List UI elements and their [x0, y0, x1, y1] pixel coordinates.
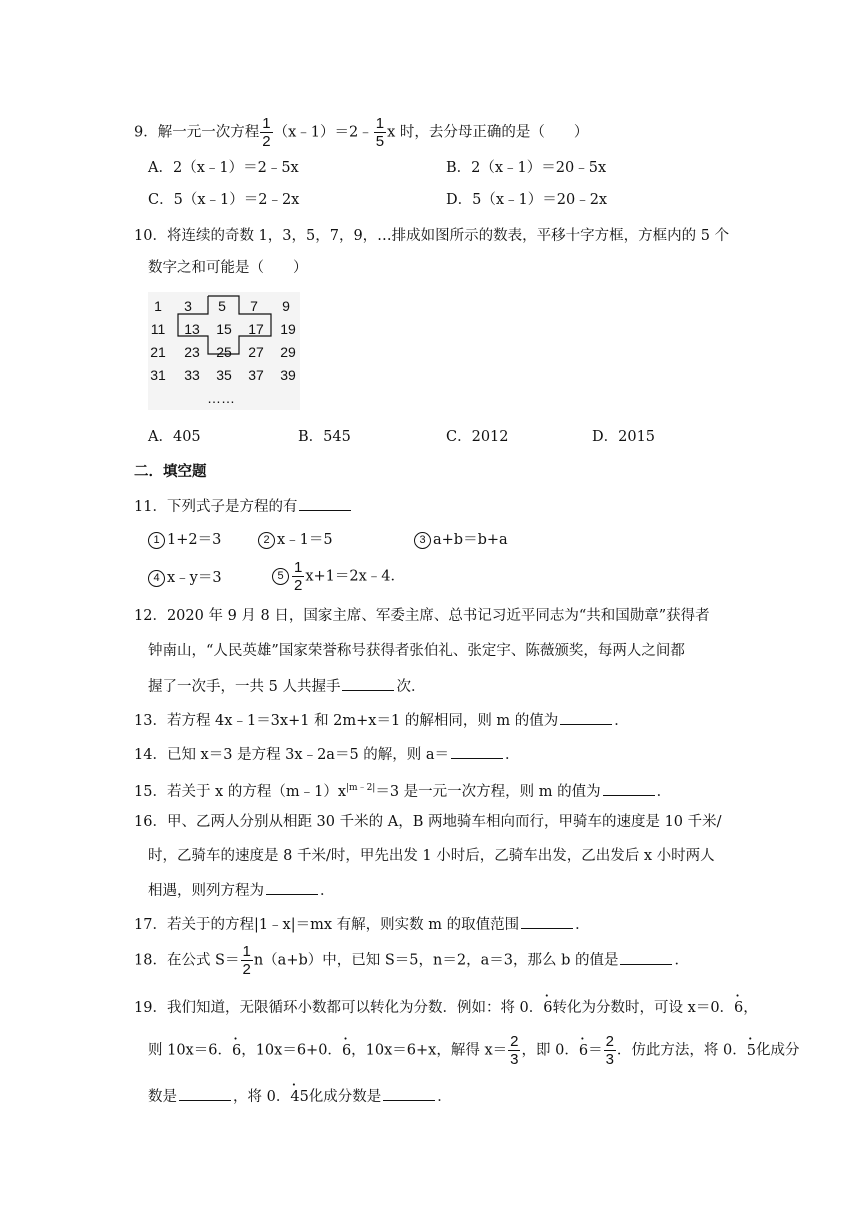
answer-blank[interactable]: [451, 744, 503, 759]
grid-cell: 19: [280, 321, 296, 337]
q15: 15．若关于 x 的方程$(m﹣1)x^{|m﹣2|}=3$ 是一元一次方程，则 m 的值为 ．: [134, 778, 671, 802]
answer-blank[interactable]: [383, 1086, 435, 1101]
grid-cell: 15: [216, 321, 232, 337]
q16-line2: 时，乙骑车的速度是 8 千米/时，甲先出发 1 小时后，乙骑车出发，乙出发后 x 小时两人: [148, 848, 715, 864]
grid-cell: 17: [248, 321, 264, 337]
q9-option-b: B．2（x﹣1）＝20﹣5x: [446, 160, 607, 176]
fraction: $\frac{1}{2}$: [242, 943, 251, 978]
q16-line3: 相遇，则列方程为 ．: [148, 880, 335, 901]
q14: 14．已知 x＝3 是方程 3x﹣2a＝5 的解，则 a＝ ．: [134, 744, 520, 765]
grid-cell: 11: [150, 321, 166, 337]
answer-blank[interactable]: [560, 710, 612, 725]
grid-cell: 37: [248, 367, 264, 383]
q12-line3: 握了一次手，一共 5 人共握手 次．: [148, 676, 425, 697]
q9-stem: 9．解一元一次方程 $\frac{1}{2}$ （x﹣1）＝2﹣ $\frac{1}{5}$ x 时，去分母正确的是（ ）: [134, 115, 589, 150]
grid-cell: 7: [250, 298, 258, 314]
q11-item-2: 2 x﹣1＝5: [258, 530, 333, 550]
answer-blank[interactable]: [342, 676, 394, 691]
grid-cell: 21: [150, 344, 166, 360]
grid-cell: 35: [216, 367, 232, 383]
q11-item-4: 4 x﹣y＝3: [148, 568, 222, 588]
grid-cell: 29: [280, 344, 296, 360]
answer-blank[interactable]: [266, 880, 318, 895]
answer-blank[interactable]: [521, 914, 573, 929]
q10-option-b: B．545: [298, 429, 351, 445]
grid-cell: 25: [216, 344, 232, 360]
grid-cell: 39: [280, 367, 296, 383]
grid-ellipsis: ……: [207, 390, 235, 406]
q12-line2: 钟南山，“人民英雄”国家荣誉称号获得者张伯礼、张定宇、陈薇颁奖，每两人之间都: [148, 643, 685, 659]
grid-cell: 33: [184, 367, 200, 383]
q9-option-c: C．5（x﹣1）＝2﹣2x: [148, 192, 300, 208]
odd-number-grid: [148, 292, 300, 410]
q18: 18．在公式 S＝ $\frac{1}{2}$ n（a+b）中，已知 S＝5，n＝2，a＝3，那么 b 的值是 ．: [134, 943, 689, 978]
fraction: $\frac{1}{5}$: [375, 115, 385, 150]
grid-cell: 9: [282, 298, 290, 314]
q11-item-5: 5 $\frac{1}{2}$ x+1＝2x﹣4．: [272, 560, 405, 593]
grid-cell: 1: [154, 298, 162, 314]
grid-cell: 27: [248, 344, 264, 360]
grid-cell: 3: [184, 298, 192, 314]
q16-line1: 16．甲、乙两人分别从相距 30 千米的 A，B 两地骑车相向而行，甲骑车的速度是 10 千米/: [134, 814, 722, 830]
grid-cell: 31: [150, 367, 166, 383]
fraction: $\frac{2}{3}$: [510, 1033, 519, 1068]
q11-item-1: 1 1+2＝3: [148, 530, 221, 550]
q19-line3: 数是 ，将 0．· 45化成分数是 ．: [148, 1086, 452, 1107]
grid-cell: 5: [218, 298, 226, 314]
answer-blank[interactable]: [603, 781, 655, 796]
fraction: $\frac{1}{2}$: [262, 115, 271, 150]
q10-option-c: C．2012: [446, 429, 509, 445]
answer-blank[interactable]: [179, 1086, 231, 1101]
q17: 17．若关于的方程|1﹣x|＝mx 有解，则实数 m 的取值范围 ．: [134, 914, 590, 935]
fraction: $\frac{2}{3}$: [605, 1033, 614, 1068]
q19-line2: 则 10x＝6．· 6，10x＝6+0．· 6，10x＝6+x，解得 x＝ $\frac{2}{3}$ ，即 0．· 6＝ $\frac{2}{3}$ ．仿此方法，将 0．· 5化成分: [148, 1034, 799, 1067]
answer-blank[interactable]: [620, 950, 672, 965]
section-heading: 二．填空题: [134, 463, 207, 480]
q10-line2: 数字之和可能是（ ）: [148, 260, 308, 276]
q19-line1: 19．我们知道，无限循环小数都可以转化为分数．例如：将 0．· 6转化为分数时，可设 x＝0．· 6，: [134, 998, 758, 1018]
q10-option-d: D．2015: [592, 429, 656, 445]
q9-option-a: A．2（x﹣1）＝2﹣5x: [148, 160, 299, 176]
q12-line1: 12．2020 年 9 月 8 日，国家主席、军委主席、总书记习近平同志为“共和国勋章”获得者: [134, 608, 710, 624]
q13: 13．若方程 4x﹣1＝3x+1 和 2m+x＝1 的解相同，则 m 的值为 ．: [134, 710, 629, 731]
answer-blank[interactable]: [299, 496, 351, 511]
fraction: $\frac{1}{2}$: [294, 559, 303, 594]
q10-line1: 10．将连续的奇数 1，3，5，7，9，…排成如图所示的数表，平移十字方框，方框内的 5 个: [134, 228, 730, 244]
grid-cell: 23: [184, 344, 200, 360]
q9-option-d: D．5（x﹣1）＝20﹣2x: [446, 192, 608, 208]
q10-option-a: A．405: [148, 429, 201, 445]
q11-stem: 11．下列式子是方程的有: [134, 496, 353, 517]
q11-item-3: 3 a+b＝b+a: [414, 530, 508, 550]
grid-cell: 13: [184, 321, 200, 337]
